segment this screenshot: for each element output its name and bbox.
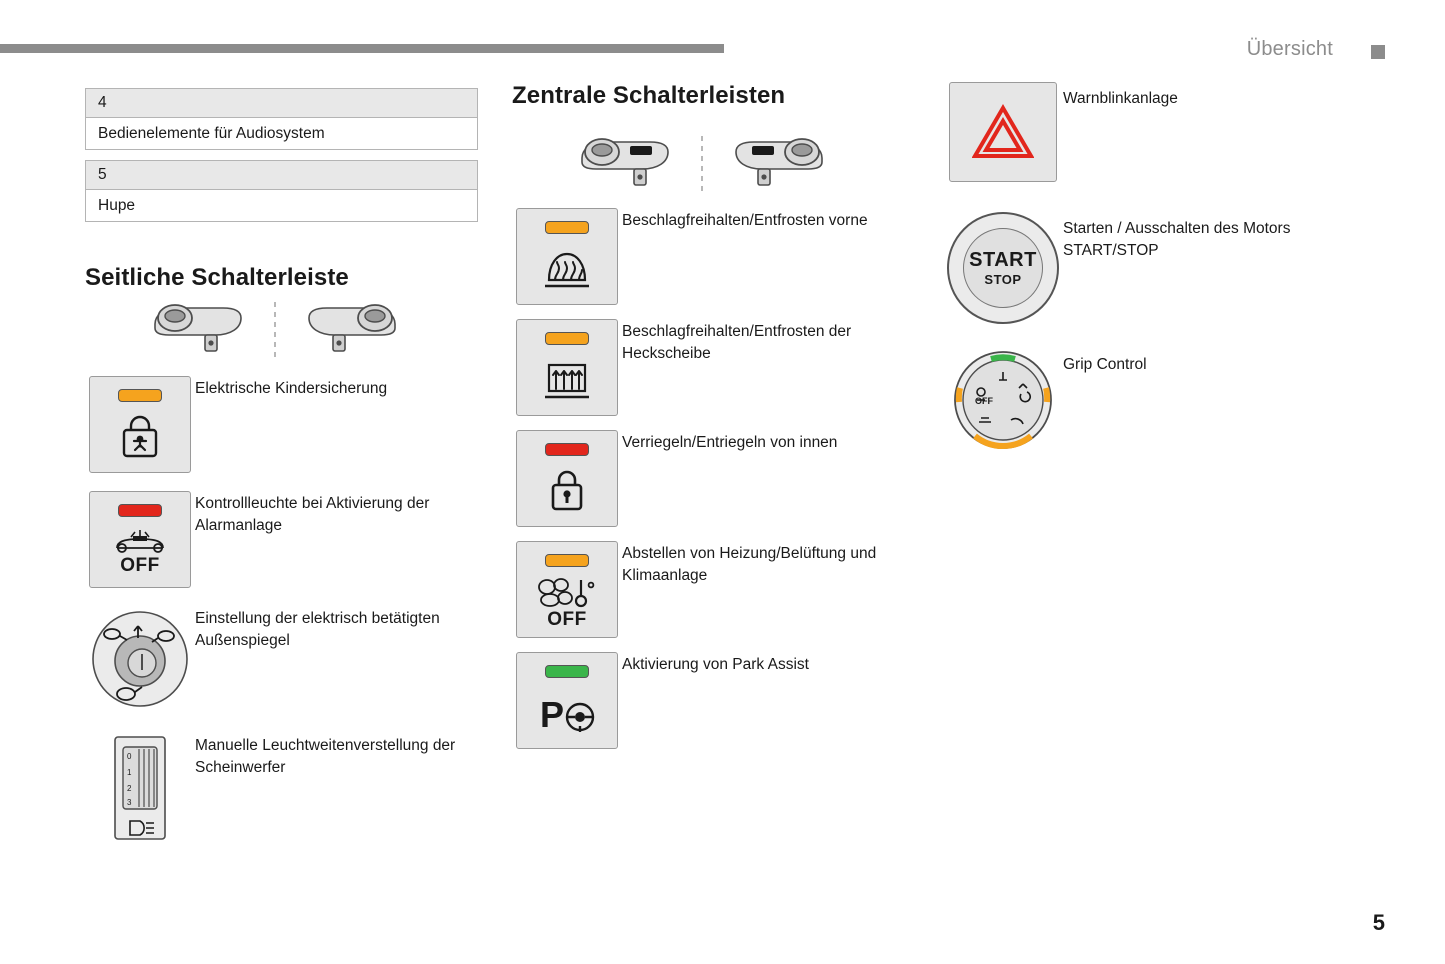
grip-control-art xyxy=(943,348,1063,457)
list-item xyxy=(85,733,485,848)
list-item xyxy=(943,82,1373,182)
start-stop-inner xyxy=(963,228,1043,308)
svg-text:3: 3 xyxy=(127,798,132,807)
alarm-off-button[interactable] xyxy=(89,491,191,588)
list-item xyxy=(85,376,485,473)
start-label: START xyxy=(969,249,1037,271)
list-item xyxy=(512,430,912,527)
mirror-adjust-knob[interactable] xyxy=(90,606,190,717)
led-indicator-icon xyxy=(545,332,589,345)
list-item-label: Kontrollleuchte bei Aktivierung der Alarmanlage xyxy=(195,495,430,534)
header-square-marker xyxy=(1371,45,1385,59)
hazard-warning-button[interactable] xyxy=(949,82,1057,182)
dashboard-pictogram-left xyxy=(145,302,485,362)
list-item-label: Elektrische Kindersicherung xyxy=(195,380,388,397)
list-item-label: Abstellen von Heizung/Belüftung und Klimaanlage xyxy=(622,545,877,584)
led-indicator-icon xyxy=(545,554,589,567)
hazard-triangle-icon xyxy=(950,83,1056,181)
alarm-off-label: OFF xyxy=(120,554,160,576)
start-stop-button[interactable] xyxy=(947,212,1059,324)
list-item-label: Grip Control xyxy=(1063,356,1147,373)
svg-text:0: 0 xyxy=(127,752,132,761)
climate-off-button[interactable] xyxy=(516,541,618,638)
list-item xyxy=(512,652,912,749)
table-gap xyxy=(85,150,478,160)
svg-text:P: P xyxy=(540,694,565,735)
park-assist-art xyxy=(512,652,622,749)
child-lock-art xyxy=(85,376,195,473)
climate-off-art xyxy=(512,541,622,638)
front-defrost-icon xyxy=(517,234,617,304)
alarm-off-art xyxy=(85,491,195,588)
list-item-label: Beschlagfreihalten/Entfrosten der Heckscheibe xyxy=(622,323,852,362)
list-item xyxy=(943,212,1373,324)
table-row: Hupe xyxy=(85,190,478,222)
headlight-range-art xyxy=(85,733,195,848)
mirror-knob-art xyxy=(85,606,195,717)
list-item-label: Warnblinkanlage xyxy=(1063,90,1178,107)
padlock-icon xyxy=(517,456,617,526)
header-rule xyxy=(0,44,724,53)
list-item xyxy=(512,208,912,305)
list-item-label: Beschlagfreihalten/Entfrosten vorne xyxy=(622,212,868,229)
left-column xyxy=(85,88,485,862)
table-row: 4 xyxy=(85,88,478,118)
led-indicator-icon xyxy=(545,221,589,234)
park-assist-button[interactable] xyxy=(516,652,618,749)
front-defrost-button[interactable] xyxy=(516,208,618,305)
rear-defrost-art xyxy=(512,319,622,416)
hazard-art xyxy=(943,82,1063,182)
central-locking-art xyxy=(512,430,622,527)
climate-icon xyxy=(517,567,617,637)
headlight-range-wheel[interactable] xyxy=(110,733,170,848)
section-title-central-switch-panel: Zentrale Schalterleisten xyxy=(512,82,786,109)
rear-defrost-icon xyxy=(517,345,617,415)
grip-control-dial[interactable] xyxy=(951,348,1055,457)
list-item-label: Einstellung der elektrisch betätigten Außenspiegel xyxy=(195,610,440,649)
svg-text:1: 1 xyxy=(127,768,132,777)
grip-off-label: OFF xyxy=(975,396,993,406)
list-item-label: Aktivierung von Park Assist xyxy=(622,656,809,673)
rear-defrost-button[interactable] xyxy=(516,319,618,416)
middle-column xyxy=(512,82,912,763)
central-locking-button[interactable] xyxy=(516,430,618,527)
led-indicator-icon xyxy=(545,443,589,456)
led-indicator-icon xyxy=(118,389,162,402)
list-item xyxy=(512,541,912,638)
stop-label: STOP xyxy=(984,272,1022,287)
list-item-label: Starten / Ausschalten des Motors START/STOP xyxy=(1063,220,1291,260)
led-indicator-icon xyxy=(545,665,589,678)
led-indicator-icon xyxy=(118,504,162,517)
park-assist-icon xyxy=(517,678,617,748)
start-stop-art xyxy=(943,212,1063,324)
list-item-label: Manuelle Leuchtweitenverstellung der Scheinwerfer xyxy=(195,737,456,776)
list-item xyxy=(85,606,485,717)
child-lock-icon xyxy=(90,402,190,472)
page-header-title: Übersicht xyxy=(1246,38,1333,60)
list-item xyxy=(85,491,485,588)
front-defrost-art xyxy=(512,208,622,305)
legend-table xyxy=(85,88,478,222)
list-item xyxy=(512,319,912,416)
list-item xyxy=(943,348,1373,457)
table-row: 5 xyxy=(85,160,478,190)
alarm-car-icon xyxy=(90,517,190,587)
section-title-side-switch-panel: Seitliche Schalterleiste xyxy=(85,264,349,291)
child-lock-button[interactable] xyxy=(89,376,191,473)
right-column xyxy=(943,82,1373,475)
climate-off-label: OFF xyxy=(547,608,587,630)
svg-text:2: 2 xyxy=(127,784,132,793)
dashboard-pictogram-middle xyxy=(572,136,912,196)
page-number: 5 xyxy=(1372,910,1385,935)
list-item-label: Verriegeln/Entriegeln von innen xyxy=(622,434,838,451)
table-row: Bedienelemente für Audiosystem xyxy=(85,118,478,150)
